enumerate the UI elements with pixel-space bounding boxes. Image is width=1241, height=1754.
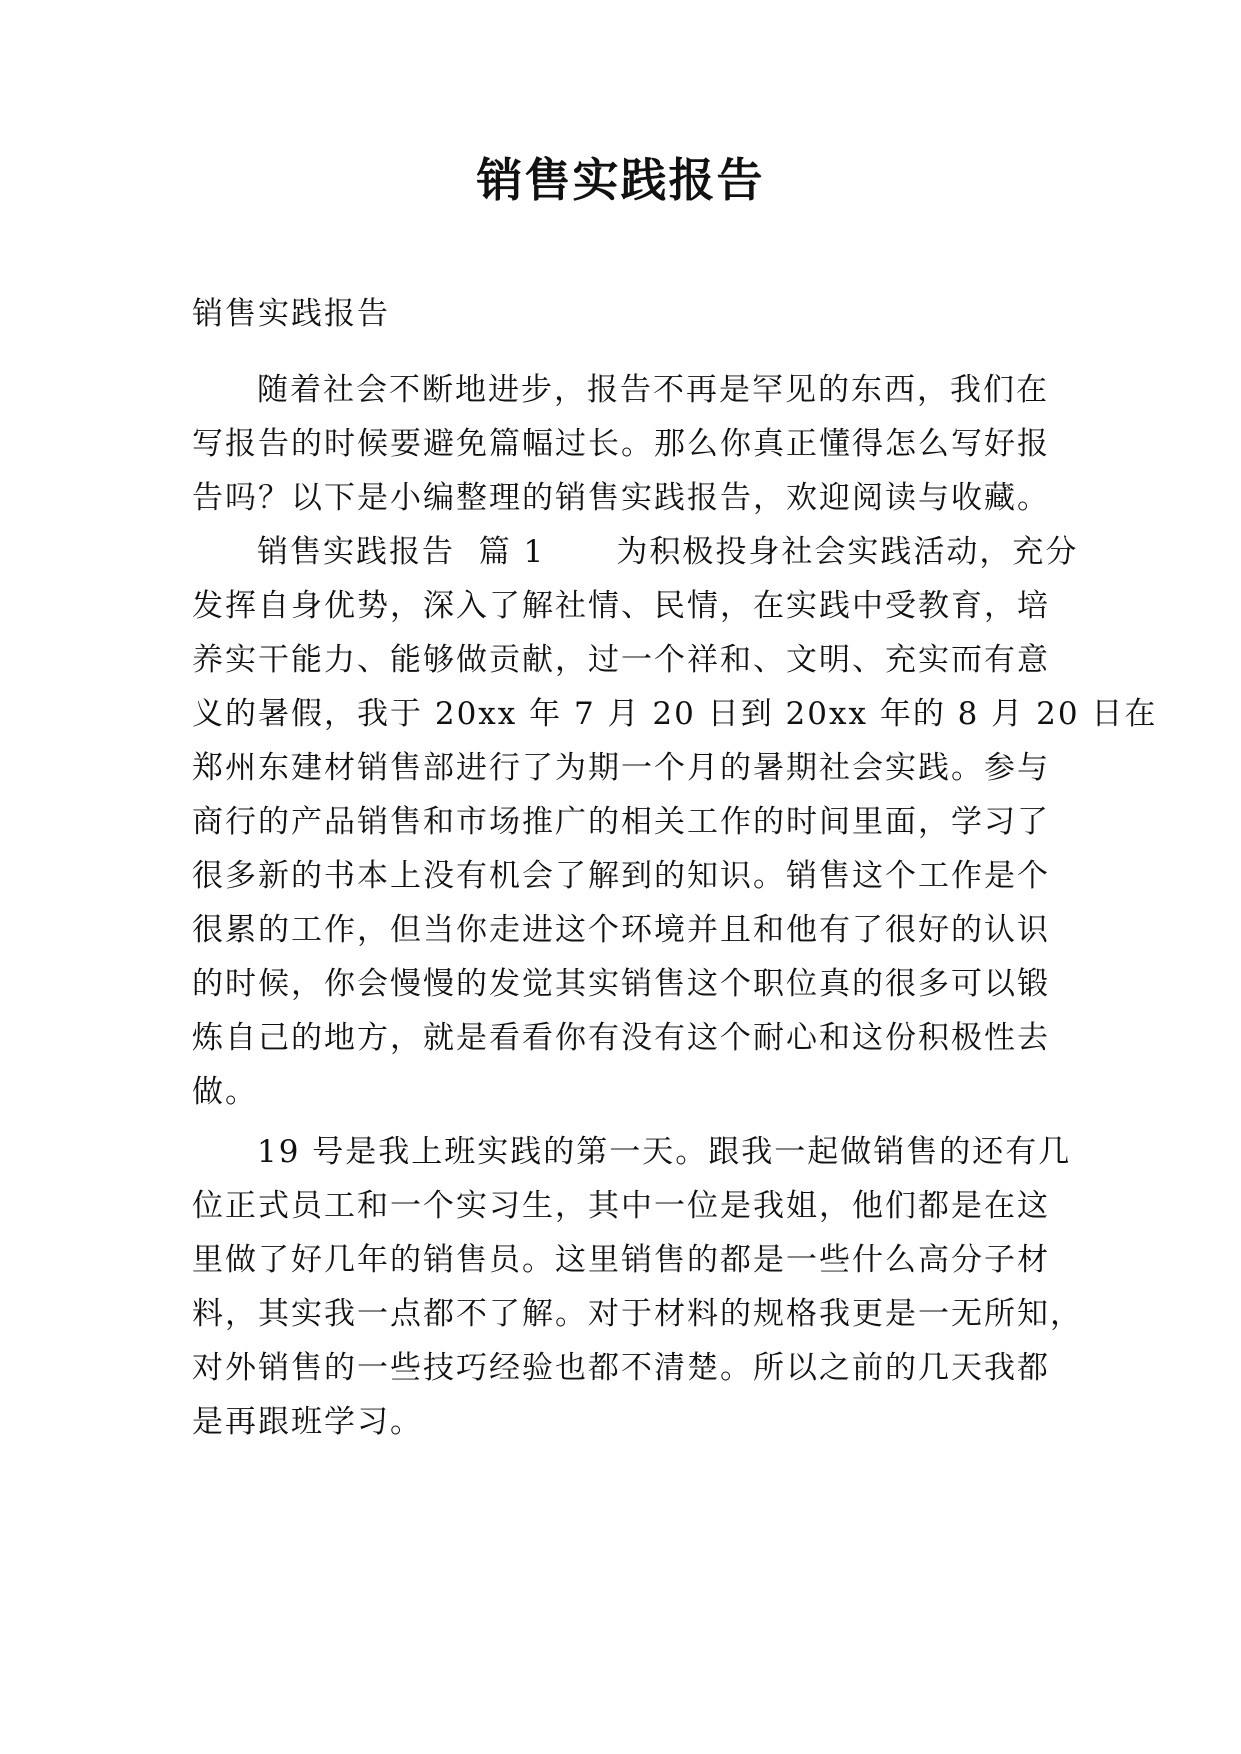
body-line: 写报告的时候要避免篇幅过长。那么你真正懂得怎么写好报 <box>192 426 1050 462</box>
body-line: 义的暑假，我于 20xx 年 7 月 20 日到 20xx 年的 8 月 20 日在 <box>192 696 1158 732</box>
body-line: 养实干能力、能够做贡献，过一个祥和、文明、充实而有意 <box>192 642 1050 678</box>
body-line: 郑州东建材销售部进行了为期一个月的暑期社会实践。参与 <box>192 750 1050 786</box>
body-line: 发挥自身优势，深入了解社情、民情，在实践中受教育，培 <box>192 588 1050 624</box>
body-line: 19 号是我上班实践的第一天。跟我一起做销售的还有几 <box>257 1134 1072 1170</box>
document-title: 销售实践报告 <box>476 153 765 207</box>
body-line: 告吗？以下是小编整理的销售实践报告，欢迎阅读与收藏。 <box>192 480 1050 516</box>
body-line: 随着社会不断地进步，报告不再是罕见的东西，我们在 <box>257 372 1049 408</box>
body-line: 对外销售的一些技巧经验也都不清楚。所以之前的几天我都 <box>192 1350 1050 1386</box>
body-line: 的时候，你会慢慢的发觉其实销售这个职位真的很多可以锻 <box>192 966 1050 1002</box>
document-subtitle: 销售实践报告 <box>192 296 390 332</box>
body-line: 很多新的书本上没有机会了解到的知识。销售这个工作是个 <box>192 858 1050 894</box>
body-line: 做。 <box>192 1074 258 1110</box>
body-line: 销售实践报告 篇 1 为积极投身社会实践活动，充分 <box>257 534 1079 570</box>
body-line: 是再跟班学习。 <box>192 1404 423 1440</box>
body-line: 里做了好几年的销售员。这里销售的都是一些什么高分子材 <box>192 1242 1050 1278</box>
body-line: 位正式员工和一个实习生，其中一位是我姐，他们都是在这 <box>192 1188 1050 1224</box>
body-line: 料，其实我一点都不了解。对于材料的规格我更是一无所知， <box>192 1296 1083 1332</box>
body-line: 商行的产品销售和市场推广的相关工作的时间里面，学习了 <box>192 804 1050 840</box>
body-line: 炼自己的地方，就是看看你有没有这个耐心和这份积极性去 <box>192 1020 1050 1056</box>
body-line: 很累的工作，但当你走进这个环境并且和他有了很好的认识 <box>192 912 1050 948</box>
